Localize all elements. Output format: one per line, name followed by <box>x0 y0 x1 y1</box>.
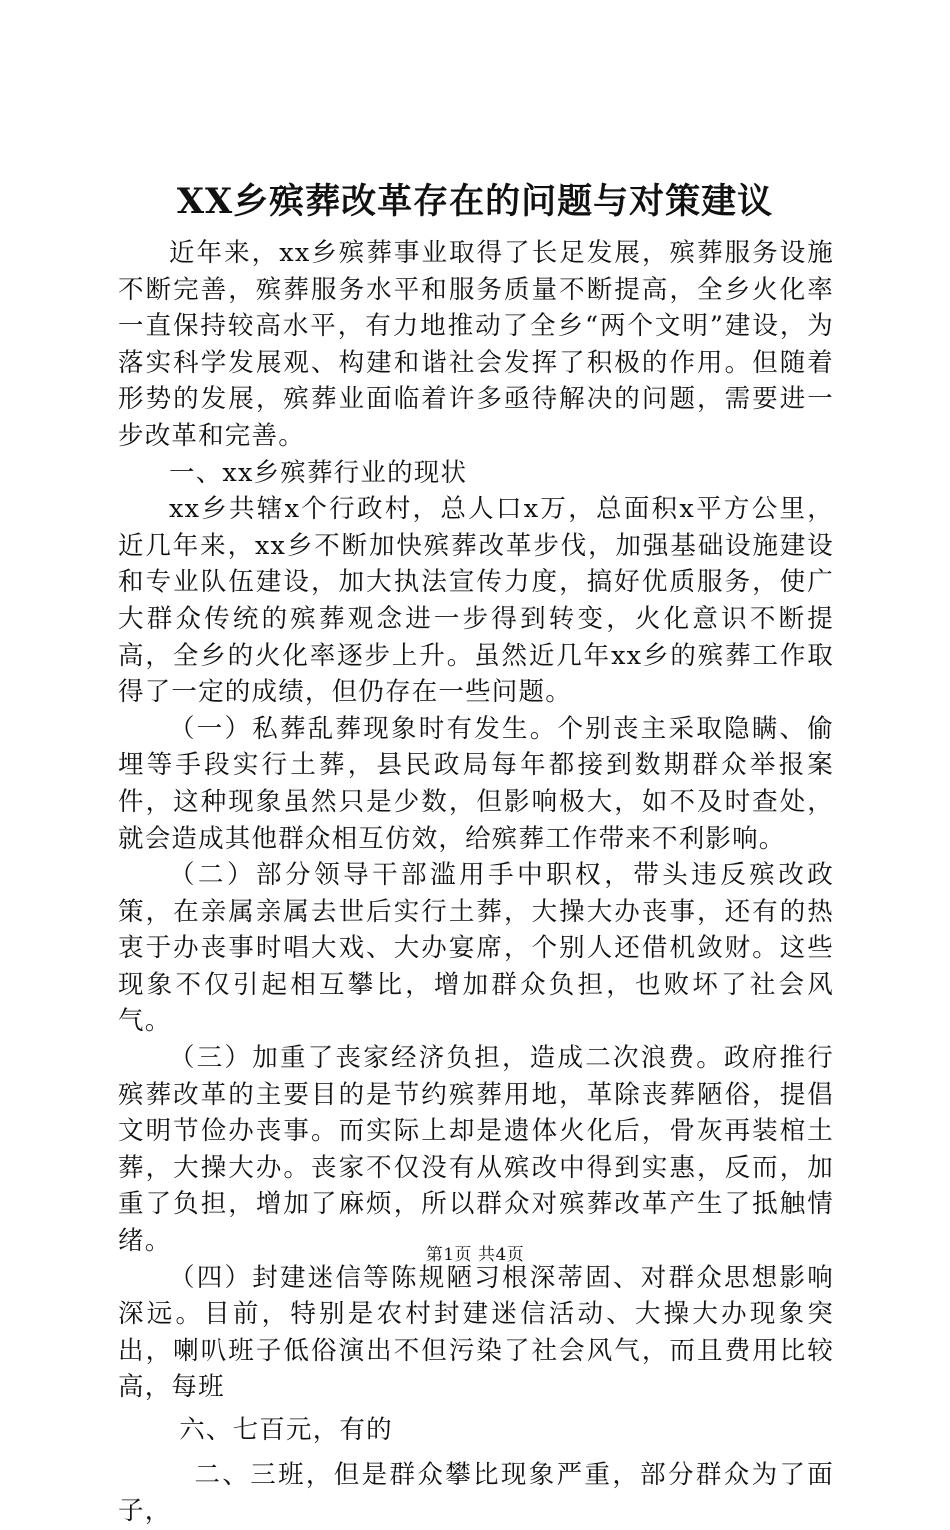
paragraph-intro: 近年来，xx乡殡葬事业取得了长足发展，殡葬服务设施不断完善，殡葬服务水平和服务质量不断提高，全乡火化率一直保持较高水平，有力地推动了全乡“两个文明”建设，为落实科学发展观、构建和谐社会发挥了积极的作用。但随着形势的发展，殡葬业面临着许多亟待解决的问题，需要进一步改革和完善。 <box>118 238 834 451</box>
page-footer: 第1页 共4页 <box>425 1245 525 1265</box>
paragraph-issue-1: （一）私葬乱葬现象时有发生。个别丧主采取隐瞒、偷埋等手段实行土葬，县民政局每年都接到数期群众举报案件，这种现象虽然只是少数，但影响极大，如不及时查处，就会造成其他群众相互仿效，给殡葬工作带来不利影响。 <box>118 713 834 854</box>
document-title: XX乡殡葬改革存在的问题与对策建议 <box>176 181 774 222</box>
paragraph-issue-4: （四）封建迷信等陈规陋习根深蒂固、对群众思想影响深远。目前，特别是农村封建迷信活动、大操大办现象突出，喇叭班子低俗演出不但污染了社会风气，而且费用比较高，每班 <box>118 1262 834 1403</box>
paragraph-status: xx乡共辖x个行政村，总人口x万，总面积x平方公里，近几年来，xx乡不断加快殡葬改革步伐，加强基础设施建设和专业队伍建设，加大执法宣传力度，搞好优质服务，使广大群众传统的殡葬观念进一步得到转变，火化意识不断提高，全乡的火化率逐步上升。虽然近几年xx乡的殡葬工作取得了一定的成绩，但仍存在一些问题。 <box>118 494 834 708</box>
document-body <box>118 235 834 1530</box>
paragraph-fragment-2: 二、三班，但是群众攀比现象严重，部分群众为了面子， <box>118 1459 834 1527</box>
paragraph-fragment-1: 六、七百元，有的 <box>179 1415 393 1445</box>
section-heading-current-status: 一、xx乡殡葬行业的现状 <box>169 457 468 488</box>
paragraph-issue-3: （三）加重了丧家经济负担，造成二次浪费。政府推行殡葬改革的主要目的是节约殡葬用地，革除丧葬陋俗，提倡文明节俭办丧事。而实际上却是遗体火化后，骨灰再装棺土葬，大操大办。丧家不仅没有从殡改中得到实惠，反而，加重了负担，增加了麻烦，所以群众对殡葬改革产生了抵触情绪。 <box>118 1043 834 1257</box>
paragraph-issue-2: （二）部分领导干部滥用手中职权，带头违反殡改政策，在亲属亲属去世后实行土葬，大操大办丧事，还有的热衷于办丧事时唱大戏、大办宴席，个别人还借机敛财。这些现象不仅引起相互攀比，增加群众负担，也败坏了社会风气。 <box>118 860 834 1037</box>
